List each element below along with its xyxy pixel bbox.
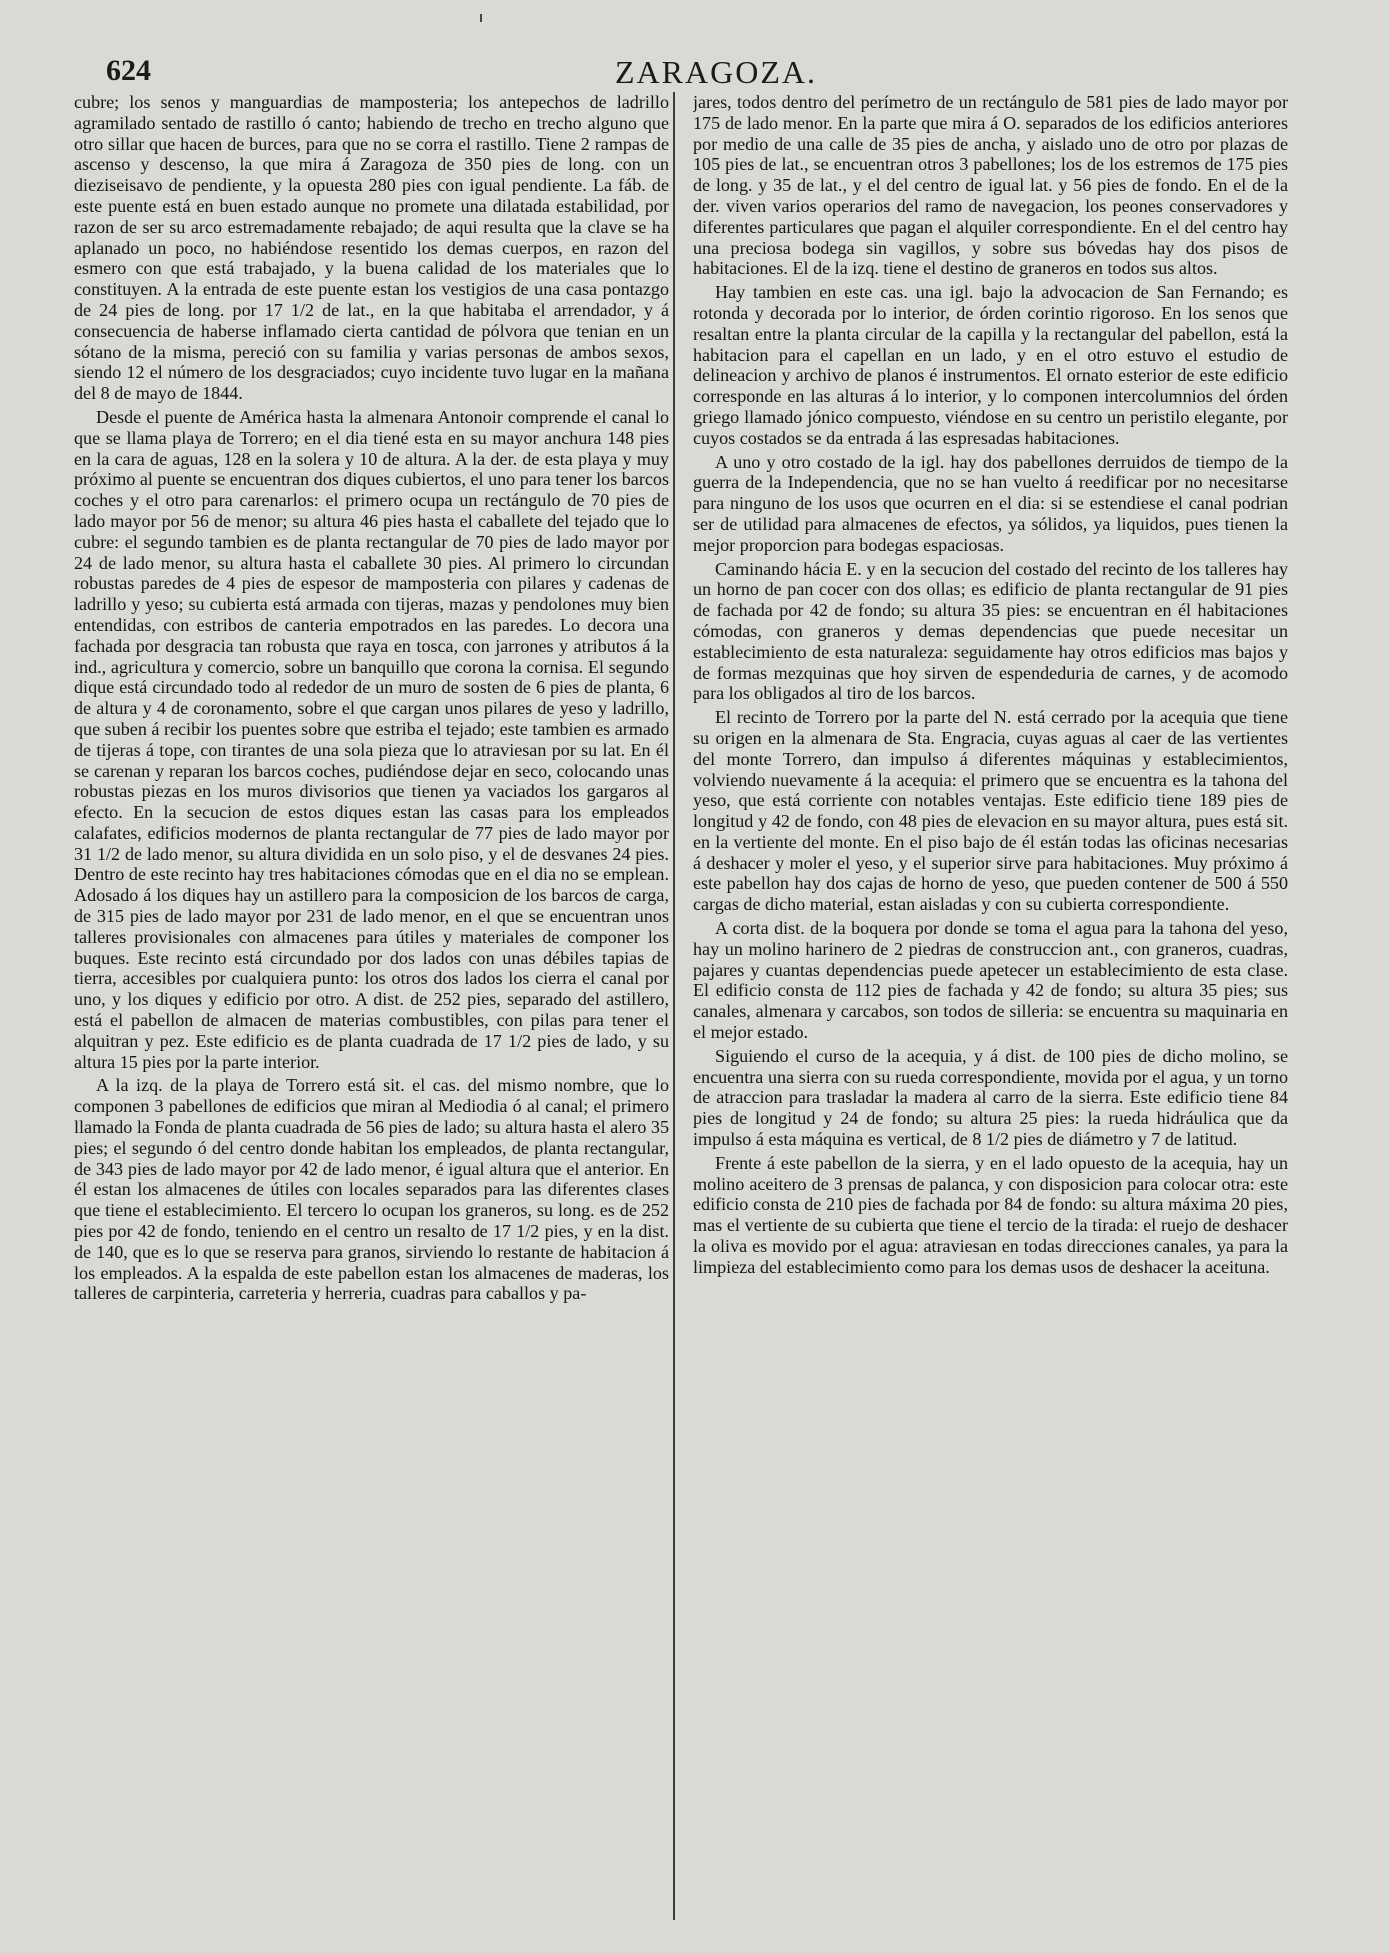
running-title: ZARAGOZA. [615,54,817,90]
page-header [70,54,1290,94]
paragraph: jares, todos dentro del perímetro de un rectángulo de 581 pies de lado mayor por 175 de lado menor. En la parte que mira á O. separados de los edificios anteriores por medio de una calle de 35 pies de ancha, y aislado uno de otro por plazas de 105 pies de lat., se encuentran otros 3 pabellones; los de los estremos de 175 pies de long. y 35 de lat., y el del centro de igual lat. y 56 pies de fondo. En el de la der. viven varios operarios del ramo de navegacion, los peones conservadores y diferentes particulares que pagan el alquiler correspondiente. En el del centro hay una preciosa bodega sin vagillos, y sobre sus bóvedas hay dos pisos de habitaciones. El de la izq. tiene el destino de graneros en todos sus altos. [693,92,1288,279]
paragraph: El recinto de Torrero por la parte del N. está cerrado por la acequia que tiene su origen en la almenara de Sta. Engracia, cuyas aguas al caer de las vertientes del monte Torrero, dan impulso á diferentes máquinas y establecimientos, volviendo nuevamente á la acequia: el primero que se encuentra es la tahona del yeso, que está corriente con notables ventajas. Este edificio tiene 189 pies de longitud y 42 de fondo, con 48 pies de elevacion en su mayor altura, pues está sit. en la vertiente del monte. En el piso bajo de él están todas las oficinas necesarias á deshacer y moler el yeso, y el superior sirve para habitaciones. Muy próximo á este pabellon hay dos cajas de horno de yeso, que pueden contener de 500 á 550 cargas de dicho material, estan aisladas y con su cubierta correspondiente. [693,707,1288,915]
paragraph: A la izq. de la playa de Torrero está sit. el cas. del mismo nombre, que lo componen 3 pabellones de edificios que miran al Mediodia ó al canal; el primero llamado la Fonda de planta cuadrada de 56 pies de lado; su altura hasta el alero 35 pies; el segundo ó del centro donde habitan los empleados, de planta rectangular, de 343 pies de lado mayor por 42 de lado menor, é igual altura que el anterior. En él estan los almacenes de útiles con locales separados para las diferentes clases que tiene el establecimiento. El tercero lo ocupan los graneros, su long. es de 252 pies por 42 de fondo, teniendo en el centro un resalto de 17 1/2 pies, y en la dist. de 140, que es lo que se reserva para granos, sirviendo lo restante de habitacion á los empleados. A la espalda de este pabellon estan los almacenes de maderas, los talleres de carpinteria, carreteria y herreria, cuadras para caballos y pa- [74,1075,669,1304]
paragraph: Caminando hácia E. y en la secucion del costado del recinto de los talleres hay un horno de pan cocer con dos ollas; es edificio de planta rectangular de 91 pies de fachada por 42 de fondo; su altura 35 pies: se encuentran en él habitaciones cómodas, con graneros y demas dependencias que puede necesitar un establecimiento de esta naturaleza: seguidamente hay otros edificios mas bajos y de formas mezquinas que hoy sirven de espendeduria de carnes, y de acomodo para los obligados al tiro de los barcos. [693,558,1288,704]
paragraph: Frente á este pabellon de la sierra, y en el lado opuesto de la acequia, hay un molino aceitero de 3 prensas de palanca, y con disposicion para colocar otra: este edificio consta de 210 pies de fachada por 84 de fondo: su altura máxima 20 pies, mas el vertiente de su cubierta que tiene el tercio de la tirada: el ruejo de deshacer la oliva es movido por el agua: atraviesan en todas direcciones canales, ya para la limpieza del establecimiento como para los demas usos de deshacer la aceituna. [693,1152,1288,1277]
right-column [693,92,1288,1892]
paragraph: cubre; los senos y manguardias de mamposteria; los antepechos de ladrillo agramilado sentado de rastillo ó canto; habiendo de trecho en trecho alguno que otro sillar que hacen de burces, para que no se corra el rastillo. Tiene 2 rampas de ascenso y descenso, la que mira á Zaragoza de 350 pies de long. con un dieziseisavo de pendiente, y la opuesta 280 pies con igual pendiente. La fáb. de este puente está en buen estado aunque no promete una dilatada estabilidad, por razon de ser su arco estremadamente rebajado; de aqui resulta que la clave se ha aplanado un poco, no habiéndose resentido los demas cuerpos, en razon del esmero con que está trabajado, y la buena calidad de los materiales que lo constituyen. A la entrada de este puente estan los vestigios de una casa pontazgo de 24 pies de long. por 17 1/2 de lat., en la que habitaba el arrendador, y á consecuencia de haberse inflamado cierta cantidad de pólvora que tenian en un sótano de la misma, pereció con su familia y varias personas de ambos sexos, siendo 12 el número de los desgraciados; cuyo incidente tuvo lugar en la mañana del 8 de mayo de 1844. [74,92,669,404]
paragraph: Desde el puente de América hasta la almenara Antonoir comprende el canal lo que se llama playa de Torrero; en el dia tiené esta en su mayor anchura 148 pies en la cara de aguas, 128 en la solera y 10 de altura. A la der. de esta playa y muy próximo al puente se encuentran dos diques cubiertos, el uno para tener los barcos coches y el otro para carenarlos: el primero ocupa un rectángulo de 70 pies de lado mayor por 56 de menor; su altura 46 pies hasta el caballete del tejado que lo cubre: el segundo tambien es de planta rectangular de 70 pies de lado mayor por 24 de lado menor, su altura hasta el caballete 30 pies. Al primero lo circundan robustas paredes de 4 pies de espesor de mamposteria con pilares y cadenas de ladrillo y yeso; su cubierta está armada con tijeras, mazas y pendolones muy bien entendidas, con estribos de canteria empotrados en las paredes. Lo decora una fachada por desgracia tan robusta que raya en tosca, con jarrones y atributos á la ind., agricultura y comercio, sobre un banquillo que corona la cornisa. El segundo dique está circundado todo al rededor de un muro de sosten de 6 pies de planta, 6 de altura y 4 de coronamento, sobre el que cargan unos pilares de yeso y ladrillo, que suben á recibir los puentes sobre que estriba el tejado; este tambien es armado de tijeras á tope, con tirantes de una sola pieza que lo atraviesan por su lat. En él se carenan y reparan los barcos coches, pudiéndose dejar en seco, colocando unas robustas piezas en los muros divisorios que tienen ya vaciados los gargaros al efecto. En la secucion de estos diques estan las casas para los empleados calafates, edificios modernos de planta rectangular de 77 pies de lado mayor por 31 1/2 de lado menor, su altura dividida en un solo piso, y el de desvanes 24 pies. Dentro de este recinto hay tres habitaciones cómodas que en el dia no se emplean. Adosado á los diques hay un astillero para la composicion de los barcos de carga, de 315 pies de lado mayor por 231 de lado menor, en el que se encuentran unos talleres provisionales con almacenes para útiles y materiales de componer los buques. Este recinto está circundado por dos lados con unas débiles tapias de tierra, accesibles por cualquiera punto: los otros dos lados los cierra el canal por uno, y los diques y edificio por otro. A dist. de 252 pies, separado del astillero, está el pabellon de almacen de materias combustibles, con pilas para tener el alquitran y pez. Este edificio es de planta cuadrada de 17 1/2 pies de lado, y su altura 15 pies por la parte interior. [74,406,669,1072]
paragraph: A uno y otro costado de la igl. hay dos pabellones derruidos de tiempo de la guerra de la Independencia, que no se han vuelto á reedificar por no necesitarse para ninguno de los usos que ocurren en el dia: si se estendiese el canal podrian ser de utilidad para almacenes de efectos, ya sólidos, ya liquidos, pues tienen la mejor proporcion para bodegas espaciosas. [693,451,1288,555]
left-column [74,92,669,1892]
paragraph: Hay tambien en este cas. una igl. bajo la advocacion de San Fernando; es rotonda y decorada por lo interior, de órden corintio rigoroso. En los senos que resaltan entre la planta circular de la capilla y la rectangular del pabellon, está la habitacion para el capellan en un lado, y en el otro estuvo el estudio de delineacion y archivo de planos é instrumentos. El ornato esterior de este edificio corresponde en las alturas á lo interior, y lo componen intercolumnios del órden griego llamado jónico compuesto, viéndose en su centro un peristilo elegante, por cuyos costados se da entrada á las espresadas habitaciones. [693,282,1288,448]
column-divider [673,92,675,1920]
print-speck [480,14,482,22]
paragraph: A corta dist. de la boquera por donde se toma el agua para la tahona del yeso, hay un molino harinero de 2 piedras de construccion ant., con graneros, cuadras, pajares y cuantas dependencias puede apetecer un establecimiento de esta clase. El edificio consta de 112 pies de fachada y 42 de fondo; su altura 35 pies; sus canales, almenara y carcabos, son todos de silleria: se encuentra su maquinaria en el mejor estado. [693,918,1288,1043]
page-number: 624 [106,54,151,87]
paragraph: Siguiendo el curso de la acequia, y á dist. de 100 pies de dicho molino, se encuentra una sierra con su rueda correspondiente, movida por el agua, y un torno de atraccion para trasladar la madera al carro de la sierra. Este edificio tiene 84 pies de longitud y 24 de fondo; su altura 25 pies: la rueda hidráulica que da impulso á esta máquina es vertical, de 8 1/2 pies de diámetro y 7 de latitud. [693,1045,1288,1150]
